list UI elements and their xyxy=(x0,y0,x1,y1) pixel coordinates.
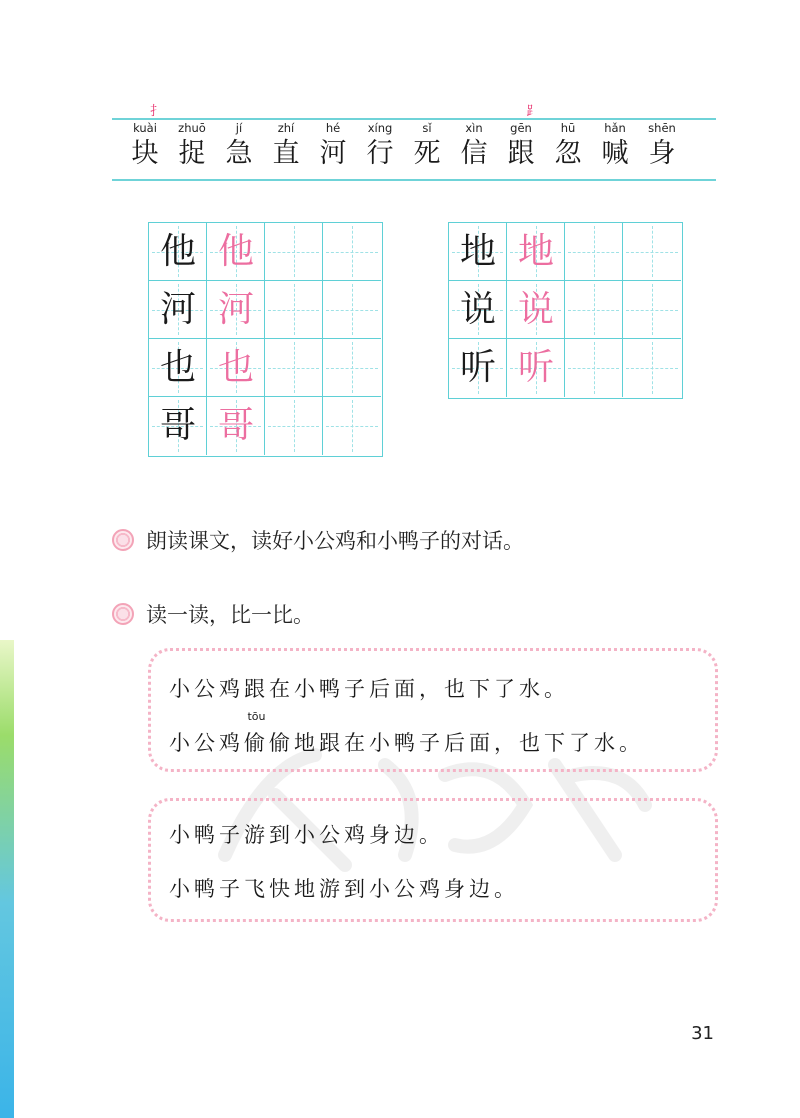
practice-cell[interactable] xyxy=(323,223,381,281)
sentence-part: 小公鸡 xyxy=(169,731,244,755)
vocab-char: 忽 xyxy=(554,138,582,169)
vocab-pinyin: kuài xyxy=(133,121,157,135)
writing-grid-left xyxy=(148,222,383,457)
model-char: 哥 xyxy=(159,405,196,446)
practice-cell[interactable] xyxy=(623,281,681,339)
practice-cell[interactable] xyxy=(323,339,381,397)
model-char: 也 xyxy=(159,347,196,388)
vocab-item xyxy=(216,120,262,172)
compare-box-2 xyxy=(148,798,718,922)
vocab-char: 捉 xyxy=(178,138,206,169)
vocab-row xyxy=(112,104,716,182)
model-char: 听 xyxy=(459,347,496,388)
sentence-part: 偷地跟在小鸭子后面，也下了水。 xyxy=(269,731,644,755)
task-text: 读一读，比一比。 xyxy=(146,603,314,627)
vocab-pinyin: sǐ xyxy=(422,121,432,135)
vocab-item xyxy=(451,120,497,172)
practice-cell[interactable] xyxy=(265,281,323,339)
vocab-char: 信 xyxy=(460,138,488,169)
task-read-aloud xyxy=(112,524,524,556)
practice-cell[interactable] xyxy=(565,223,623,281)
vocab-char: 行 xyxy=(366,138,394,169)
trace-char: 听 xyxy=(517,347,554,388)
practice-cell[interactable] xyxy=(265,397,323,455)
vocab-item xyxy=(310,120,356,172)
grid-row xyxy=(449,281,682,339)
trace-char: 地 xyxy=(517,231,554,272)
grid-row xyxy=(149,339,382,397)
trace-char: 哥 xyxy=(217,405,254,446)
vocab-char: 河 xyxy=(319,138,347,169)
vocab-bottom-line xyxy=(112,179,716,181)
vocab-pinyin: jí xyxy=(235,121,243,135)
compare-sentence xyxy=(169,710,644,757)
trace-char: 也 xyxy=(217,347,254,388)
vocab-char: 块 xyxy=(131,138,159,169)
practice-cell[interactable] xyxy=(265,339,323,397)
vocab-item xyxy=(169,120,215,172)
vocab-char: 死 xyxy=(413,138,441,169)
vocab-char: 喊 xyxy=(601,138,629,169)
trace-char: 他 xyxy=(217,231,254,272)
vocab-item xyxy=(592,120,638,172)
compare-sentence: 小鸭子飞快地游到小公鸡身边。 xyxy=(169,877,519,901)
practice-cell[interactable] xyxy=(323,281,381,339)
vocab-item xyxy=(639,120,685,172)
radical-mark-hand: 扌 xyxy=(150,104,164,119)
trace-char: 河 xyxy=(217,289,254,330)
vocab-char: 直 xyxy=(272,138,300,169)
flower-bullet-icon xyxy=(112,603,134,625)
trace-char: 说 xyxy=(517,289,554,330)
practice-cell[interactable] xyxy=(323,397,381,455)
vocab-item xyxy=(545,120,591,172)
compare-sentence: 小公鸡跟在小鸭子后面，也下了水。 xyxy=(169,677,569,701)
model-char: 他 xyxy=(159,231,196,272)
radical-mark-foot: ⻊ xyxy=(526,104,540,119)
practice-cell[interactable] xyxy=(623,223,681,281)
vocab-pinyin: xíng xyxy=(367,121,393,135)
vocab-pinyin: hū xyxy=(560,121,576,135)
page-number: 31 xyxy=(691,1023,714,1044)
vocab-item xyxy=(357,120,403,172)
vocab-pinyin: shēn xyxy=(648,121,676,135)
model-char: 说 xyxy=(459,289,496,330)
vocab-char: 急 xyxy=(225,138,253,169)
practice-cell[interactable] xyxy=(265,223,323,281)
practice-cell[interactable] xyxy=(565,339,623,397)
compare-sentence: 小鸭子游到小公鸡身边。 xyxy=(169,823,444,847)
flower-bullet-icon xyxy=(112,529,134,551)
task-compare xyxy=(112,598,314,630)
grid-row xyxy=(149,223,382,281)
vocab-item xyxy=(404,120,450,172)
vocab-item xyxy=(498,120,544,172)
practice-cell[interactable] xyxy=(623,339,681,397)
practice-cell[interactable] xyxy=(565,281,623,339)
vocab-pinyin: zhí xyxy=(277,121,295,135)
vocab-pinyin: xìn xyxy=(465,121,483,135)
vocab-pinyin: hé xyxy=(325,121,341,135)
writing-grid-right xyxy=(448,222,683,399)
grid-row xyxy=(149,397,382,455)
side-decoration xyxy=(0,640,14,1118)
ruby-char xyxy=(244,710,269,757)
grid-row xyxy=(449,223,682,281)
vocab-pinyin: hǎn xyxy=(604,121,626,135)
model-char: 地 xyxy=(459,231,496,272)
vocab-char: 身 xyxy=(648,138,676,169)
vocab-pinyin: zhuō xyxy=(178,121,206,135)
vocab-char: 跟 xyxy=(507,138,535,169)
ruby-pinyin: tōu xyxy=(247,710,266,723)
model-char: 河 xyxy=(159,289,196,330)
ruby-base: 偷 xyxy=(244,731,269,755)
grid-row xyxy=(449,339,682,397)
vocab-pinyin: gēn xyxy=(510,121,532,135)
vocab-item xyxy=(122,120,168,172)
vocab-item xyxy=(263,120,309,172)
task-text: 朗读课文，读好小公鸡和小鸭子的对话。 xyxy=(146,529,524,553)
compare-box-1 xyxy=(148,648,718,772)
grid-row xyxy=(149,281,382,339)
